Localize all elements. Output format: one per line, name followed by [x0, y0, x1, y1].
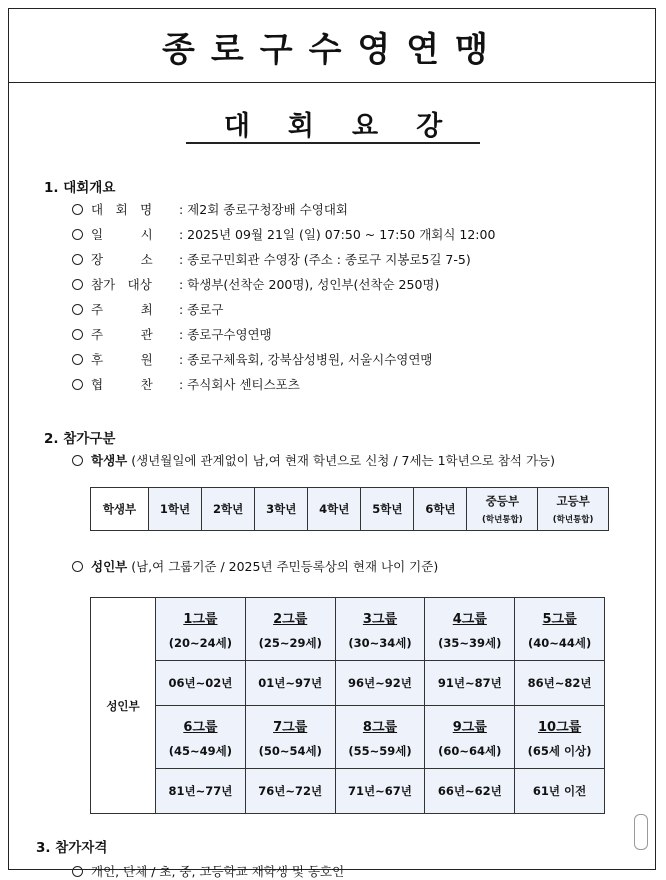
- group-name: 1그룹: [183, 611, 218, 627]
- student-note-text: (생년월일에 관계없이 남,여 현재 학년으로 신청 / 7세는 1학년으로 참석 가능): [131, 453, 555, 468]
- group-name: 4그룹: [452, 611, 487, 627]
- overview-value: : 주식회사 센티스포츠: [179, 377, 300, 392]
- circle-bullet-icon: [72, 254, 83, 265]
- grade-cell: 4학년: [308, 488, 361, 531]
- adult-label: 성인부: [91, 559, 128, 574]
- circle-bullet-icon: [72, 866, 83, 877]
- overview-item: [72, 350, 433, 368]
- overview-value: : 종로구: [179, 302, 224, 317]
- table-row: [91, 706, 605, 769]
- table-row: [91, 769, 605, 814]
- circle-bullet-icon: [72, 204, 83, 215]
- group-name: 5그룹: [542, 611, 577, 627]
- high-school-cell: [538, 488, 609, 531]
- group-years: 71년~67년: [335, 769, 425, 814]
- adult-group-table: [90, 597, 605, 814]
- grade-cell: 1학년: [149, 488, 202, 531]
- paperclip-icon[interactable]: [634, 814, 648, 850]
- circle-bullet-icon: [72, 455, 83, 466]
- group-cell: [335, 598, 425, 661]
- circle-bullet-icon: [72, 329, 83, 340]
- grade-cell: 2학년: [202, 488, 255, 531]
- doc-title: 대회요강: [186, 111, 480, 144]
- group-age: (50~54세): [258, 743, 322, 758]
- group-cell: [515, 706, 605, 769]
- high-school-name: 고등부: [556, 494, 590, 508]
- student-grade-table: [90, 487, 609, 531]
- group-age: (60~64세): [438, 743, 502, 758]
- group-name: 2그룹: [273, 611, 308, 627]
- overview-item: [72, 300, 223, 318]
- overview-key: 주 최: [91, 302, 153, 317]
- overview-key: 주 관: [91, 327, 153, 342]
- group-years: 81년~77년: [156, 769, 246, 814]
- group-name: 9그룹: [452, 719, 487, 735]
- table-row: [91, 488, 609, 531]
- group-years: 06년~02년: [156, 661, 246, 706]
- grade-cell: 5학년: [361, 488, 414, 531]
- group-age: (45~49세): [168, 743, 233, 758]
- student-label: 학생부: [91, 453, 128, 468]
- group-name: 3그룹: [362, 611, 398, 627]
- overview-key: 협 찬: [91, 377, 153, 392]
- middle-school-cell: [467, 488, 538, 531]
- group-name: 8그룹: [362, 719, 398, 735]
- student-note: [72, 451, 555, 469]
- group-age: (25~29세): [258, 635, 322, 650]
- overview-item: [72, 200, 348, 218]
- overview-item: [72, 225, 495, 243]
- group-cell: [425, 706, 515, 769]
- group-years: 86년~82년: [515, 661, 605, 706]
- group-years: 91년~87년: [425, 661, 515, 706]
- grade-cell: 6학년: [414, 488, 467, 531]
- group-cell: [245, 706, 335, 769]
- overview-key: 참가 대상: [91, 277, 152, 292]
- overview-item: [72, 250, 471, 268]
- circle-bullet-icon: [72, 379, 83, 390]
- high-school-sub: (학년통합): [552, 515, 594, 525]
- overview-value: : 제2회 종로구청장배 수영대회: [179, 202, 348, 217]
- doc-title-wrap: [0, 104, 666, 143]
- group-cell: [425, 598, 515, 661]
- overview-item: [72, 325, 272, 343]
- circle-bullet-icon: [72, 229, 83, 240]
- group-cell: [335, 706, 425, 769]
- group-name: 7그룹: [273, 719, 308, 735]
- overview-key: 장 소: [91, 252, 153, 267]
- section-1-title: 1. 대회개요: [44, 180, 116, 196]
- section-2-title: 2. 참가구분: [44, 431, 116, 447]
- group-years: 96년~92년: [335, 661, 425, 706]
- table-row: [91, 598, 605, 661]
- circle-bullet-icon: [72, 354, 83, 365]
- overview-value: : 학생부(선착순 200명), 성인부(선착순 250명): [179, 277, 440, 292]
- middle-school-name: 중등부: [485, 494, 519, 508]
- table-row: [91, 661, 605, 706]
- adult-note-text: (남,여 그룹기준 / 2025년 주민등록상의 현재 나이 기준): [131, 559, 439, 574]
- group-cell: [156, 706, 246, 769]
- student-table-label: 학생부: [91, 488, 149, 531]
- group-age: (30~34세): [348, 635, 412, 650]
- qualification-text: 개인, 단체 / 초, 중, 고등학교 재학생 및 동호인: [91, 864, 345, 879]
- overview-value: : 종로구체육회, 강북삼성병원, 서울시수영연맹: [179, 352, 433, 367]
- section-3-title: 3. 참가자격: [36, 840, 108, 856]
- middle-school-sub: (학년통합): [482, 515, 523, 525]
- group-age: (40~44세): [527, 635, 592, 650]
- group-age: (35~39세): [438, 635, 502, 650]
- group-age: (20~24세): [168, 635, 233, 650]
- overview-key: 대 회 명: [91, 202, 153, 217]
- overview-item: [72, 275, 439, 293]
- adult-note: [72, 557, 438, 575]
- overview-key: 일 시: [91, 227, 153, 242]
- group-cell: [156, 598, 246, 661]
- circle-bullet-icon: [72, 304, 83, 315]
- group-years: 66년~62년: [425, 769, 515, 814]
- group-age: (55~59세): [348, 743, 412, 758]
- group-years: 61년 이전: [515, 769, 605, 814]
- overview-item: [72, 375, 300, 393]
- adult-table-label: 성인부: [91, 598, 156, 814]
- overview-key: 후 원: [91, 352, 153, 367]
- group-years: 76년~72년: [245, 769, 335, 814]
- grade-cell: 3학년: [255, 488, 308, 531]
- circle-bullet-icon: [72, 279, 83, 290]
- qualification-item: [72, 862, 344, 880]
- group-name: 6그룹: [183, 719, 218, 735]
- circle-bullet-icon: [72, 561, 83, 572]
- group-years: 01년~97년: [245, 661, 335, 706]
- org-name: 종로구수영연맹: [162, 30, 504, 70]
- overview-value: : 종로구민회관 수영장 (주소 : 종로구 지봉로5길 7-5): [179, 252, 471, 267]
- overview-value: : 2025년 09월 21일 (일) 07:50 ~ 17:50 개회식 12:00: [179, 227, 496, 242]
- group-name: 10그룹: [537, 719, 582, 735]
- group-cell: [245, 598, 335, 661]
- group-cell: [515, 598, 605, 661]
- header-divider: [8, 82, 656, 83]
- overview-value: : 종로구수영연맹: [179, 327, 272, 342]
- group-age: (65세 이상): [527, 743, 592, 758]
